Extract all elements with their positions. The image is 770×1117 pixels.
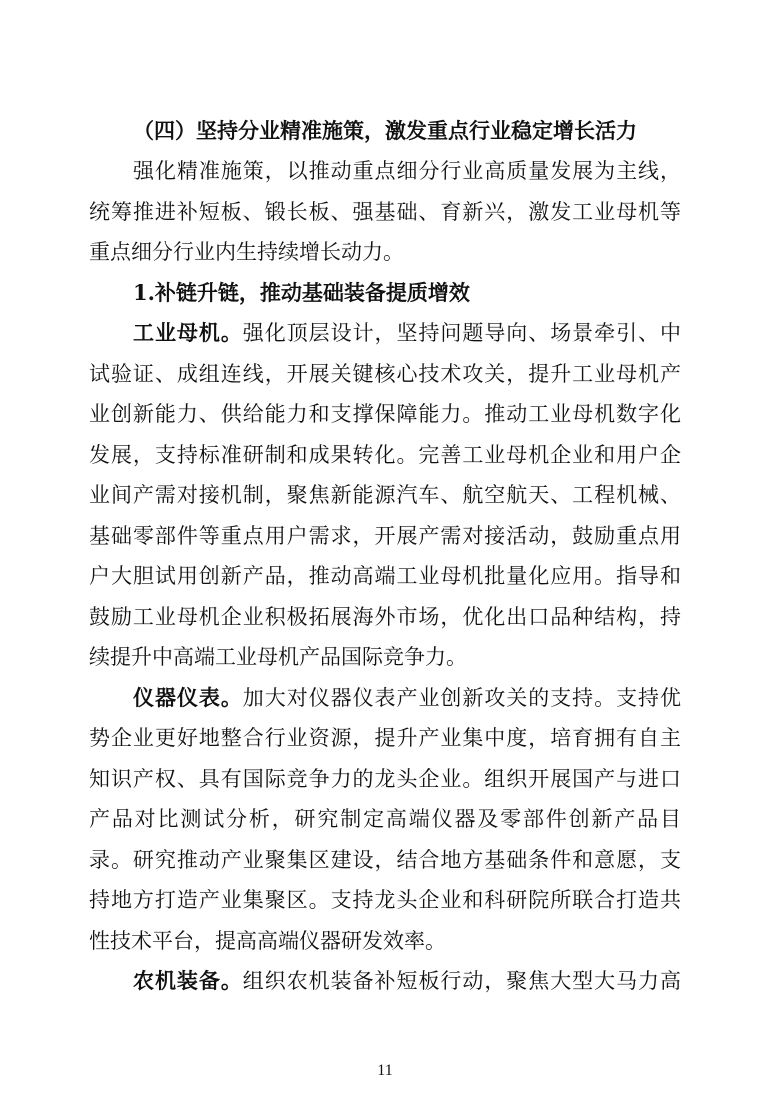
paragraph-line — [133, 313, 681, 353]
paragraph-line: 产品对比测试分析，研究制定高端仪器及零部件创新产品目 — [89, 807, 681, 831]
paragraph-line: 势企业更好地整合行业资源，提升产业集中度，培育拥有自主 — [89, 726, 681, 750]
paragraph-line: 性技术平台，提高高端仪器研发效率。 — [89, 929, 446, 953]
subsection-heading: 1.补链升链，推动基础装备提质增效 — [133, 280, 470, 305]
paragraph-text: 加大对仪器仪表产业创新攻关的支持。支持优 — [242, 686, 682, 710]
page-number: 11 — [377, 1062, 393, 1079]
paragraph-line — [133, 961, 681, 1001]
paragraph-text: 强化顶层设计，坚持问题导向、场景牵引、中 — [242, 321, 682, 345]
topic-label-agri: 农机装备。 — [133, 968, 243, 993]
paragraph-line: 基础零部件等重点用户需求，开展产需对接活动，鼓励重点用 — [89, 524, 681, 548]
paragraph-line: 试验证、成组连线，开展关键核心技术攻关，提升工业母机产 — [89, 362, 681, 386]
paragraph-line: 统筹推进补短板、锻长板、强基础、育新兴，激发工业母机等 — [89, 200, 681, 224]
paragraph-line: 业创新能力、供给能力和支撑保障能力。推动工业母机数字化 — [89, 402, 681, 426]
paragraph-line — [133, 678, 681, 718]
paragraph-line: 重点细分行业内生持续增长动力。 — [89, 240, 404, 264]
topic-label-machine-tools: 工业母机。 — [133, 320, 243, 345]
paragraph-line: 续提升中高端工业母机产品国际竞争力。 — [89, 645, 467, 669]
paragraph-line: 户大胆试用创新产品，推动高端工业母机批量化应用。指导和 — [89, 564, 681, 588]
section-heading: （四）坚持分业精准施策，激发重点行业稳定增长活力 — [133, 118, 637, 143]
topic-label-instruments: 仪器仪表。 — [133, 685, 243, 710]
paragraph-text: 组织农机装备补短板行动，聚焦大型大马力高 — [242, 969, 682, 993]
paragraph-line: 录。研究推动产业聚集区建设，结合地方基础条件和意愿，支 — [89, 848, 681, 872]
paragraph-line: 鼓励工业母机企业积极拓展海外市场，优化出口品种结构，持 — [89, 605, 681, 629]
paragraph-line: 持地方打造产业集聚区。支持龙头企业和科研院所联合打造共 — [89, 888, 681, 912]
paragraph-line: 强化精准施策，以推动重点细分行业高质量发展为主线， — [133, 159, 681, 183]
paragraph-line: 知识产权、具有国际竞争力的龙头企业。组织开展国产与进口 — [89, 767, 681, 791]
paragraph-line: 业间产需对接机制，聚焦新能源汽车、航空航天、工程机械、 — [89, 483, 681, 507]
paragraph-line: 发展，支持标准研制和成果转化。完善工业母机企业和用户企 — [89, 443, 681, 467]
